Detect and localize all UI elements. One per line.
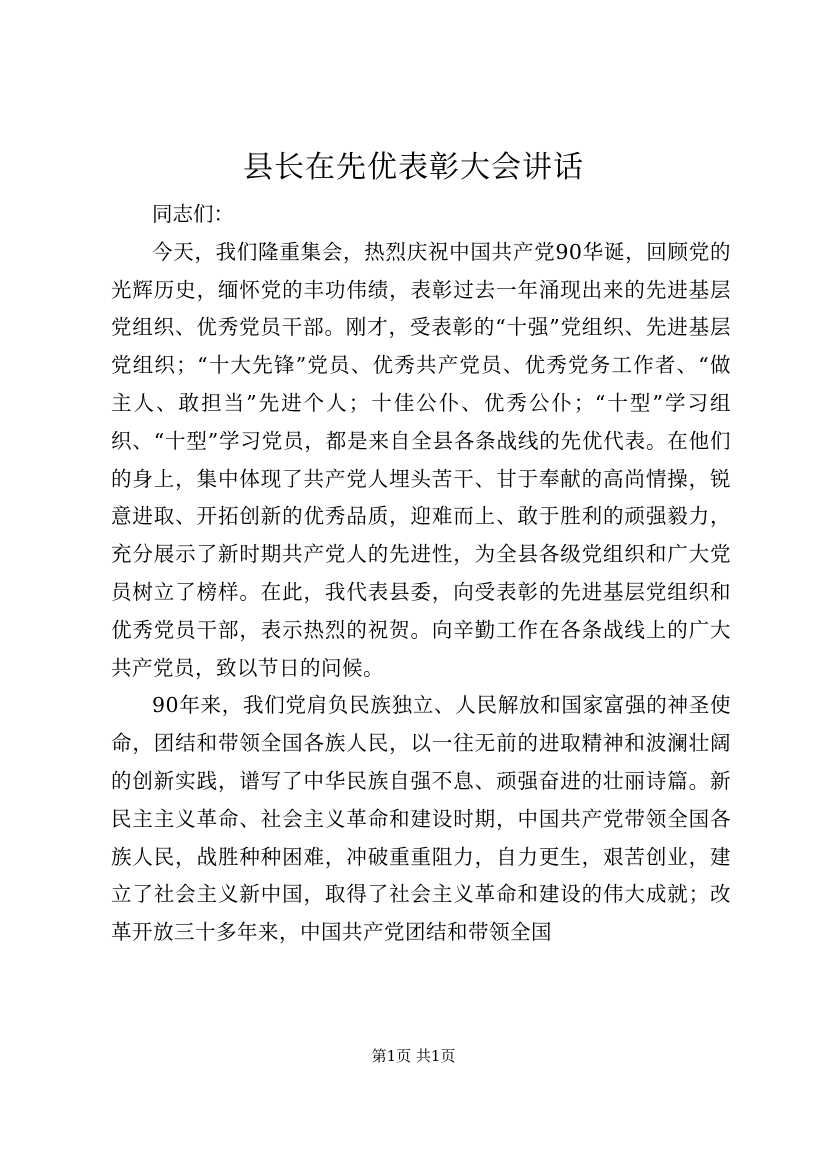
document-title: 县长在先优表彰大会讲话 — [243, 150, 584, 185]
page-number-footer: 第1页 共1页 — [371, 1047, 456, 1065]
paragraph-1: 今天，我们隆重集会，热烈庆祝中国共产党90华诞，回顾党的光辉历史，缅怀党的丰功伟绩，表彰过去一年涌现出来的先进基层党组织、优秀党员干部。刚才，受表彰的“十强”党组织、先进基层党组织；“十大先锋”党员、优秀共产党员、优秀党务工作者、“做主人、敢担当”先进个人；十佳公仆、优秀公仆；“十型”学习组织、“十型”学习党员，都是来自全县各条战线的先优代表。在他们的身上，集中体现了共产党人埋头苦干、甘于奉献的高尚情操，锐意进取、开拓创新的优秀品质，迎难而上、敢于胜利的顽强毅力，充分展示了新时期共产党人的先进性，为全县各级党组织和广大党员树立了榜样。在此，我代表县委，向受表彰的先进基层党组织和优秀党员干部，表示热烈的祝贺。向辛勤工作在各条战线上的广大共产党员，致以节日的问候。 — [111, 239, 731, 680]
salutation: 同志们： — [152, 202, 234, 226]
paragraph-2: 90年来，我们党肩负民族独立、人民解放和国家富强的神圣使命，团结和带领全国各族人民，以一往无前的进取精神和波澜壮阔的创新实践，谱写了中华民族自强不息、顽强奋进的壮丽诗篇。新民主主义革命、社会主义革命和建设时期，中国共产党带领全国各族人民，战胜种种困难，冲破重重阻力，自力更生，艰苦创业，建立了社会主义新中国，取得了社会主义革命和建设的伟大成就；改革开放三十多年来，中国共产党团结和带领全国 — [111, 693, 731, 945]
document-body — [111, 196, 731, 952]
